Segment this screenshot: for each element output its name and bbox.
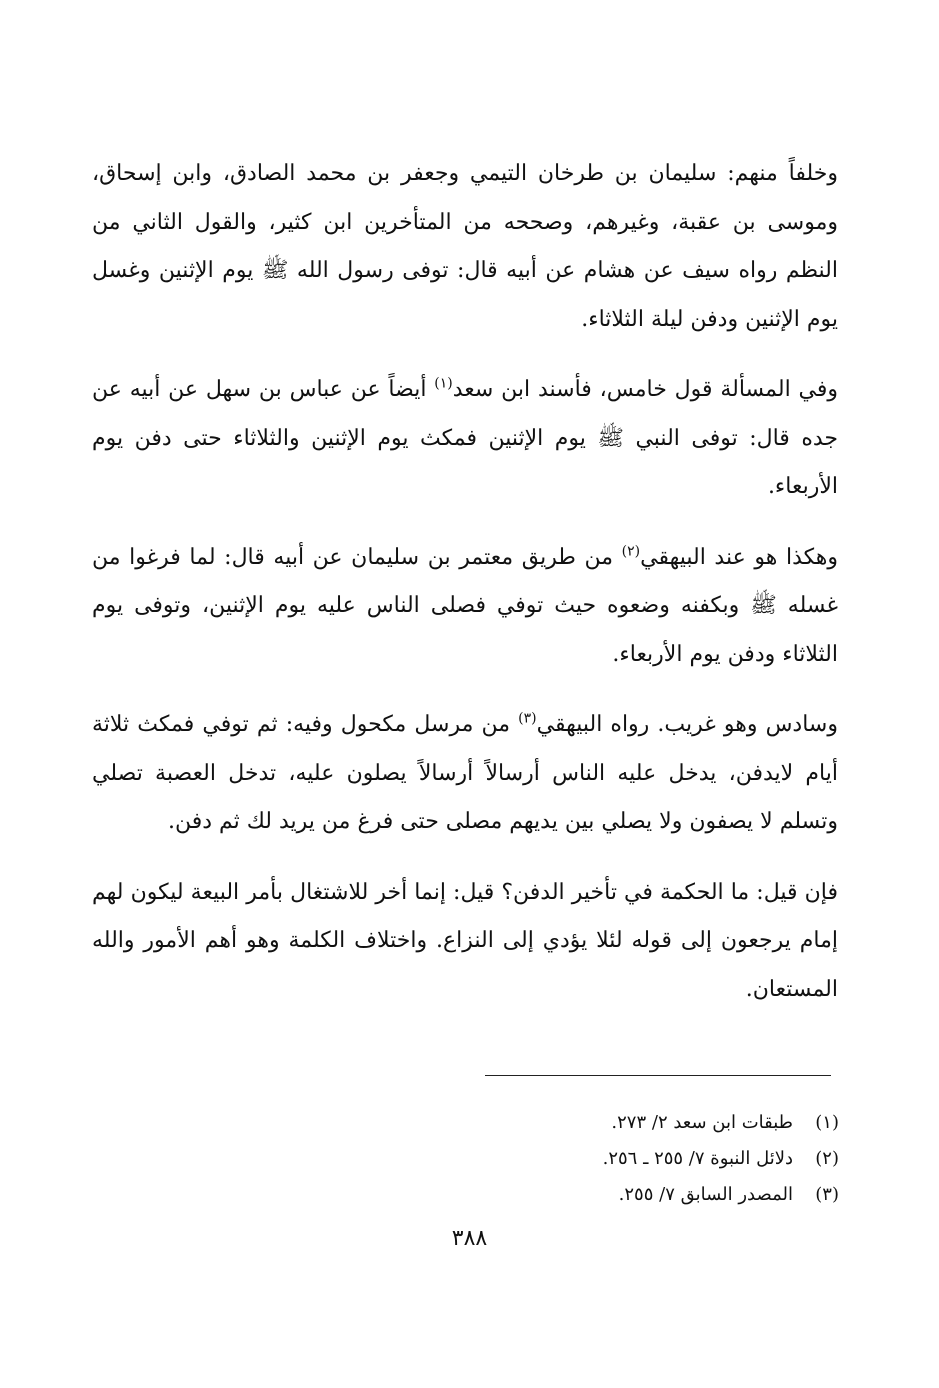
footnote-text: دلائل النبوة ٧/ ٢٥٥ ـ ٢٥٦. [602, 1148, 793, 1169]
paragraph-5: فإن قيل: ما الحكمة في تأخير الدفن؟ قيل: إنما أخر للاشتغال بأمر البيعة ليكون لهم إمام يرجعون إلى قوله لئلا يؤدي إلى النزاع. واختلاف الكلمة وهو أهم الأمور والله المستعان. [92, 879, 838, 1002]
page-number: ٣٨٨ [451, 1226, 488, 1251]
main-text [92, 150, 838, 1036]
footnote-1 [139, 1105, 839, 1141]
footnote-number: (٣) [815, 1184, 839, 1205]
paragraph-2-start: وفي المسألة قول خامس، فأسند ابن سعد [452, 377, 838, 402]
footnote-ref-1[interactable]: (١) [434, 375, 453, 392]
footnote-3 [139, 1177, 839, 1213]
paragraph-2 [92, 366, 838, 512]
footnote-divider [485, 1075, 831, 1076]
paragraph-1: وخلفاً منهم: سليمان بن طرخان التيمي وجعفر بن محمد الصادق، وابن إسحاق، وموسى بن عقبة، وغيرهم، وصححه من المتأخرين ابن كثير، والقول الثاني من النظم رواه سيف عن هشام عن أبيه قال: توفى رسول الله ﷺ يوم الإثنين وغسل يوم الإثنين ودفن ليلة الثلاثاء. [92, 161, 838, 332]
paragraph-3 [92, 534, 838, 680]
paragraph-2-end: أيضاً عن عباس بن سهل عن أبيه عن جده قال: توفى النبي ﷺ يوم الإثنين فمكث يوم الإثنين والثلاثاء حتى دفن يوم الأربعاء. [92, 377, 838, 499]
footnote-text: المصدر السابق ٧/ ٢٥٥. [618, 1184, 793, 1205]
paragraph-3-end: من طريق معتمر بن سليمان عن أبيه قال: لما فرغوا من غسله ﷺ وبكفنه وضعوه حيث توفي فصلى الناس عليه يوم الإثنين، وتوفى يوم الثلاثاء ودفن يوم الأربعاء. [92, 544, 838, 667]
paragraph-4-end: من مرسل مكحول وفيه: ثم توفي فمكث ثلاثة أيام لايدفن، يدخل عليه الناس أرسالاً أرسالاً يصلون عليه، تدخل العصبة تصلي وتسلم لا يصفون ولا يصلي بين يديهم مصلى حتى فرغ من يريد لك ثم دفن. [92, 712, 838, 834]
footnote-ref-3[interactable]: (٣) [518, 710, 537, 727]
paragraph-3-start: وهكذا هو عند البيهقي [640, 544, 838, 570]
paragraph-4-start: وسادس وهو غريب. رواه البيهقي [536, 712, 838, 737]
footnote-2 [139, 1141, 839, 1177]
footnote-ref-2[interactable]: (٢) [621, 543, 641, 560]
footnote-number: (٢) [815, 1148, 839, 1169]
footnote-number: (١) [815, 1112, 839, 1133]
footnotes [139, 1105, 839, 1213]
footnote-text: طبقات ابن سعد ٢/ ٢٧٣. [611, 1112, 793, 1133]
paragraph-4 [92, 701, 838, 847]
